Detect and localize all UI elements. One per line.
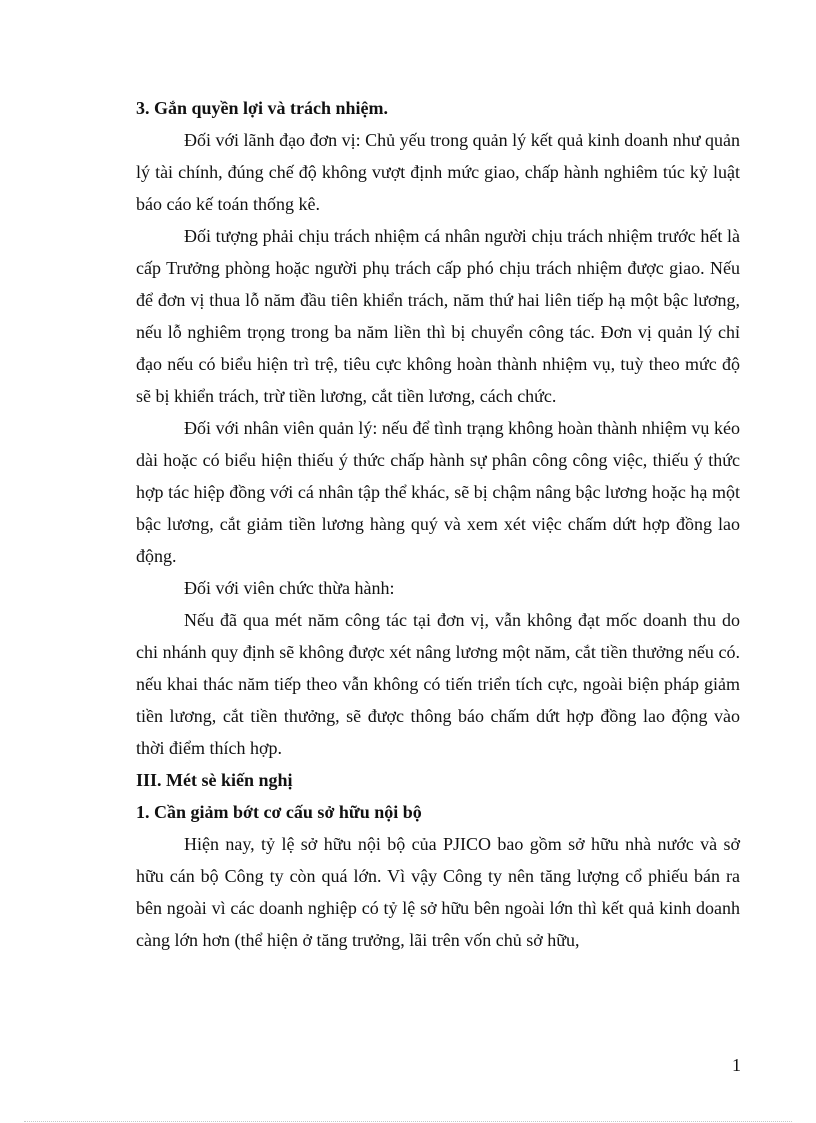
section-heading-3: 3. Gắn quyền lợi và trách nhiệm. xyxy=(136,98,388,118)
paragraph-executive-staff-intro: Đối với viên chức thừa hành: xyxy=(184,578,395,598)
paragraph-internal-ownership: Hiện nay, tỷ lệ sở hữu nội bộ của PJICO bao gồm sở hữu nhà nước và sở hữu cán bộ Công ty còn quá lớn. Vì vậy Công ty nên tăng lượng cổ phiếu bán ra bên ngoài vì các doanh nghiệp có tỷ lệ sở hữu bên ngoài lớn thì kết quả kinh doanh càng lớn hơn (thể hiện ở tăng trưởng, lãi trên vốn chủ sở hữu, xyxy=(136,834,740,950)
page-bottom-divider xyxy=(24,1121,792,1122)
paragraph-management-staff: Đối với nhân viên quản lý: nếu để tình trạng không hoàn thành nhiệm vụ kéo dài hoặc có biểu hiện thiếu ý thức chấp hành sự phân công công việc, thiếu ý thức hợp tác hiệp đồng với cá nhân tập thể khác, sẽ bị chậm nâng bậc lương hoặc hạ một bậc lương, cắt giảm tiền lương hàng quý và xem xét việc chấm dứt hợp đồng lao động. xyxy=(136,418,740,566)
subsection-heading-1: 1. Cần giảm bớt cơ cấu sở hữu nội bộ xyxy=(136,802,422,822)
paragraph-leadership: Đối với lãnh đạo đơn vị: Chủ yếu trong quản lý kết quả kinh doanh như quản lý tài chính, đúng chế độ không vượt định mức giao, chấp hành nghiêm túc kỷ luật báo cáo kế toán thống kê. xyxy=(136,130,740,214)
page-number: 1 xyxy=(732,1055,741,1075)
paragraph-executive-staff: Nếu đã qua mét năm công tác tại đơn vị, vẫn không đạt mốc doanh thu do chi nhánh quy định sẽ không được xét nâng lương một năm, cắt tiền thưởng nếu có. nếu khai thác năm tiếp theo vẫn không có tiến triển tích cực, ngoài biện pháp giảm tiền lương, cắt tiền thưởng, sẽ được thông báo chấm dứt hợp đồng lao động vào thời điểm thích hợp. xyxy=(136,610,740,758)
paragraph-responsible-persons: Đối tượng phải chịu trách nhiệm cá nhân người chịu trách nhiệm trước hết là cấp Trưởng phòng hoặc người phụ trách cấp phó chịu trách nhiệm được giao. Nếu để đơn vị thua lỗ năm đầu tiên khiển trách, năm thứ hai liên tiếp hạ một bậc lương, nếu lỗ nghiêm trọng trong ba năm liền thì bị chuyển công tác. Đơn vị quản lý chỉ đạo nếu có biểu hiện trì trệ, tiêu cực không hoàn thành nhiệm vụ, tuỳ theo mức độ sẽ bị khiển trách, trừ tiền lương, cắt tiền lương, cách chức. xyxy=(136,226,740,406)
section-heading-iii: III. Mét sè kiến nghị xyxy=(136,770,293,790)
document-body xyxy=(136,92,740,956)
